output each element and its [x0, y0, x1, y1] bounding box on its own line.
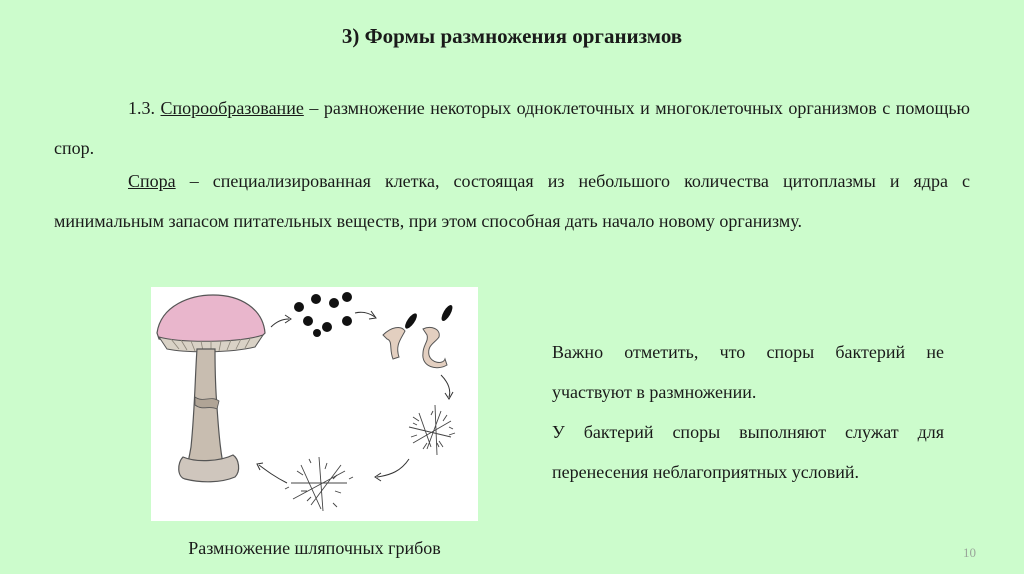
- paragraph-sporulation: [54, 88, 970, 168]
- cycle-arrow-icon: [441, 375, 453, 399]
- definition-sporulation: – размножение некоторых одноклеточных и многоклеточных организмов с помощью спор.: [54, 98, 970, 158]
- life-cycle-drawing: [151, 287, 478, 521]
- bacteria-note: [552, 332, 944, 492]
- slide-title: 3) Формы размножения организмов: [341, 24, 683, 48]
- mushroom-icon: [157, 295, 265, 482]
- cycle-arrow-icon: [257, 463, 287, 483]
- note-line-2: У бактерий споры выполняют служат для перенесения неблагоприятных условий.: [552, 422, 944, 482]
- spores-icon: [294, 292, 352, 337]
- figure-caption: Размножение шляпочных грибов: [188, 538, 441, 558]
- germinating-spore-icon: [383, 303, 455, 367]
- cycle-arrow-icon: [271, 315, 291, 327]
- note-line-1: Важно отметить, что споры бактерий не участвуют в размножении.: [552, 342, 944, 402]
- definition-spore: – специализированная клетка, состоящая из небольшого количества цитоплазмы и ядра с минимальным запасом питательных веществ, при этом способная дать начало новому организму.: [54, 171, 970, 231]
- mycelium-icon: [409, 405, 455, 455]
- mushroom-life-cycle-illustration: [151, 287, 478, 521]
- mycelium-icon: [285, 457, 353, 511]
- paragraph-spore: [54, 161, 970, 241]
- term-spore: Спора: [128, 171, 176, 191]
- page-number: 10: [963, 545, 976, 560]
- cycle-arrow-icon: [355, 311, 376, 319]
- term-sporulation: Спорообразование: [160, 98, 304, 118]
- section-number: 1.3.: [128, 98, 155, 118]
- cycle-arrow-icon: [375, 459, 409, 481]
